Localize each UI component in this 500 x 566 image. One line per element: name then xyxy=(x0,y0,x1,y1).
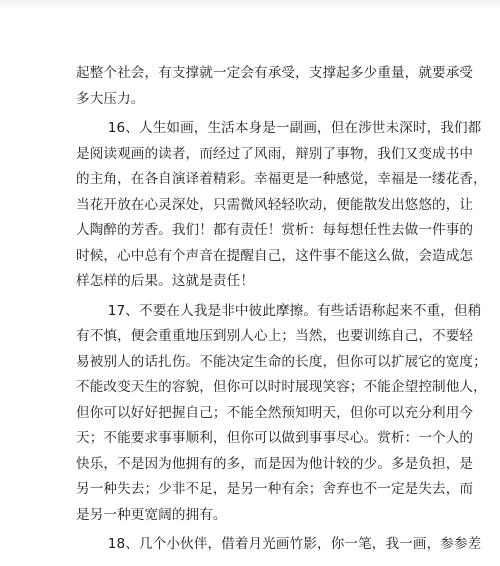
paragraph-17 xyxy=(76,299,487,529)
paragraph-continuation xyxy=(76,61,474,112)
text-line: 18、几个小伙伴，借着月光画竹影，你一笔，我一画，参参差 xyxy=(76,536,482,552)
text-line: 是阅读观画的读者，而经过了风雨，辩别了事物，我们又变成书中 xyxy=(76,145,474,162)
text-line: 多大压力。 xyxy=(76,90,145,107)
paragraph-18 xyxy=(76,532,482,558)
text-line: 有不慎，便会重重地压到别人心上；当然，也要训练自己，不要轻 xyxy=(76,328,474,344)
text-line: 是另一种更宽阔的拥有。 xyxy=(76,506,227,523)
document-body xyxy=(76,61,487,558)
text-line: 样怎样的后果。这就是责任！ xyxy=(76,273,255,289)
paragraph-16 xyxy=(76,116,487,295)
text-line: 起整个社会，有支撑就一定会有承受，支撑起多少重量，就要承受 xyxy=(76,65,474,81)
text-line: 16、人生如画，生活本身是一副画，但在涉世未深时，我们都 xyxy=(76,120,482,136)
text-line: 另一种失去；少非不足，是另一种有余；舍弃也不一定是失去，而 xyxy=(76,481,474,497)
text-line: 人陶醉的芳香。我们！都有责任！赏析：每每想任性去做一件事的 xyxy=(76,222,474,238)
text-line: 的主角，在各自演译着精彩。幸福更是一种感觉，幸福是一缕花香， xyxy=(76,171,487,187)
text-line: 17、不要在人我是非中彼此摩擦。有些话语称起来不重，但稍 xyxy=(76,302,482,319)
text-line: 当花开放在心灵深处，只需微风轻轻吹动，便能散发出悠悠的，让 xyxy=(76,196,474,213)
text-line: 时候，心中总有个声音在提醒自己，这件事不能这么做，会造成怎 xyxy=(76,247,474,264)
text-line: 天；不能要求事事顺利，但你可以做到事事尽心。赏析：一个人的 xyxy=(76,430,474,446)
text-line: 快乐，不是因为他拥有的多，而是因为他计较的少。多是负担，是 xyxy=(76,455,474,472)
text-line: 但你可以好好把握自己；不能全然预知明天，但你可以充分利用今 xyxy=(76,404,474,421)
text-line: 不能改变天生的容貌，但你可以时时展现笑容；不能企望控制他人， xyxy=(76,379,487,395)
page-top-shadow xyxy=(0,0,500,10)
text-line: 易被别人的话扎伤。不能决定生命的长度，但你可以扩展它的宽度； xyxy=(76,353,487,370)
page-bottom-edge xyxy=(0,556,500,566)
